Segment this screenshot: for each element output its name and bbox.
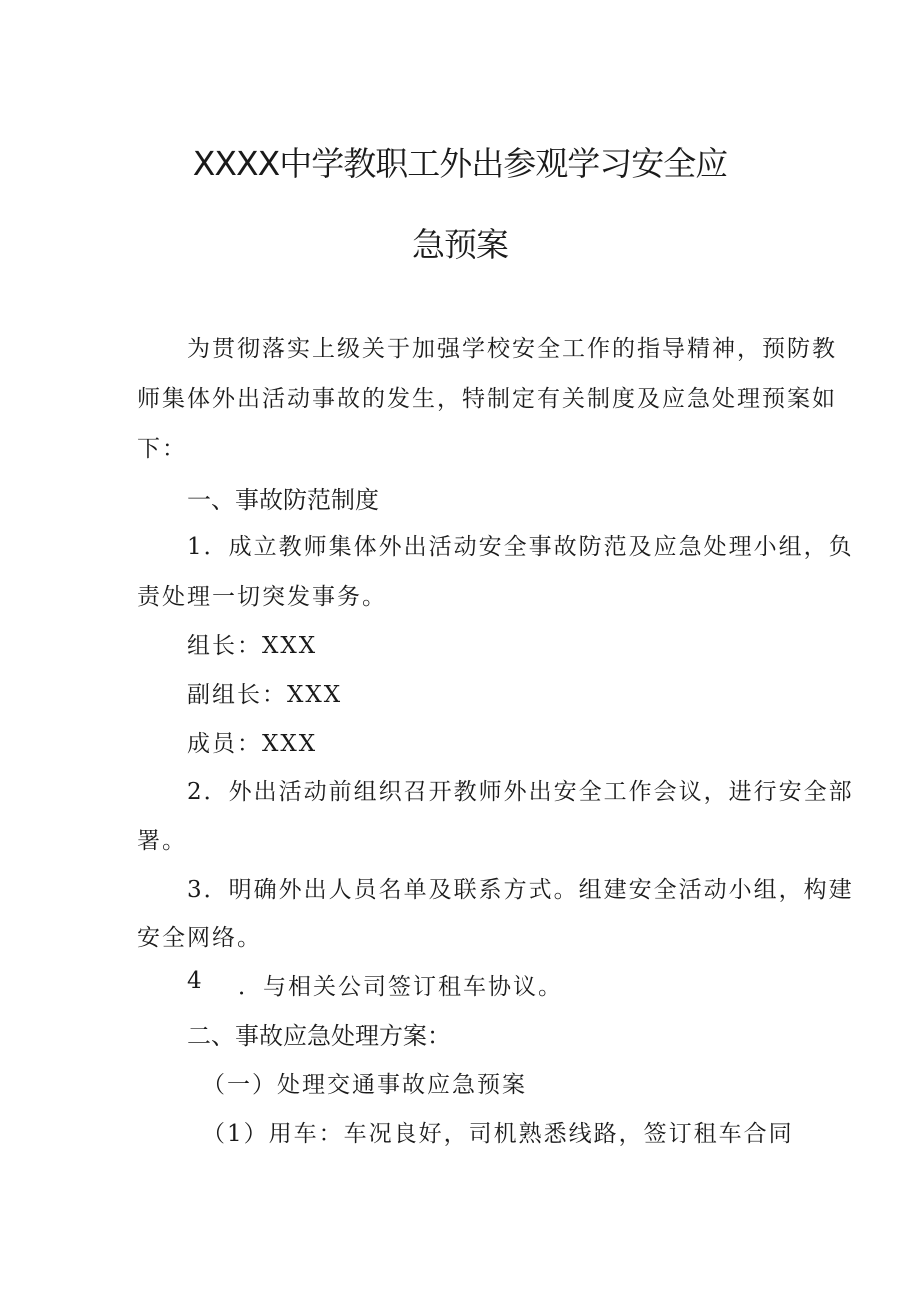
section-2-heading: 二、事故应急处理方案：	[187, 1022, 451, 1050]
item-1-line-1: 1．成立教师集体外出活动安全事故防范及应急处理小组，负	[187, 534, 854, 560]
item-4-text: ．与相关公司签订租车协议。	[238, 974, 563, 1000]
sub-item-1: （1）用车：车况良好，司机熟悉线路，签订租车合同	[202, 1121, 794, 1147]
intro-paragraph-line-2: 师集体外出活动事故的发生，特制定有关制度及应急处理预案如	[137, 386, 837, 412]
deputy-group-leader: 副组长：XXX	[187, 682, 343, 708]
item-2-line-1: 2．外出活动前组织召开教师外出安全工作会议，进行安全部	[187, 779, 854, 805]
intro-paragraph-line-3: 下：	[137, 436, 187, 462]
group-leader: 组长：XXX	[187, 633, 318, 659]
item-1-line-2: 责处理一切突发事务。	[137, 584, 387, 610]
item-3-line-2: 安全网络。	[137, 925, 262, 951]
document-title-line-2: 急预案	[412, 225, 508, 264]
intro-paragraph-line-1: 为贯彻落实上级关于加强学校安全工作的指导精神，预防教	[187, 336, 837, 362]
group-members: 成员：XXX	[187, 731, 318, 757]
document-title-line-1: XXXX中学教职工外出参观学习安全应	[192, 144, 728, 183]
item-4-number: 4	[187, 968, 204, 994]
section-1-heading: 一、事故防范制度	[187, 486, 379, 514]
item-3-line-1: 3．明确外出人员名单及联系方式。组建安全活动小组，构建	[187, 877, 854, 903]
subsection-1-heading: （一）处理交通事故应急预案	[202, 1072, 527, 1098]
item-2-line-2: 署。	[137, 828, 187, 854]
